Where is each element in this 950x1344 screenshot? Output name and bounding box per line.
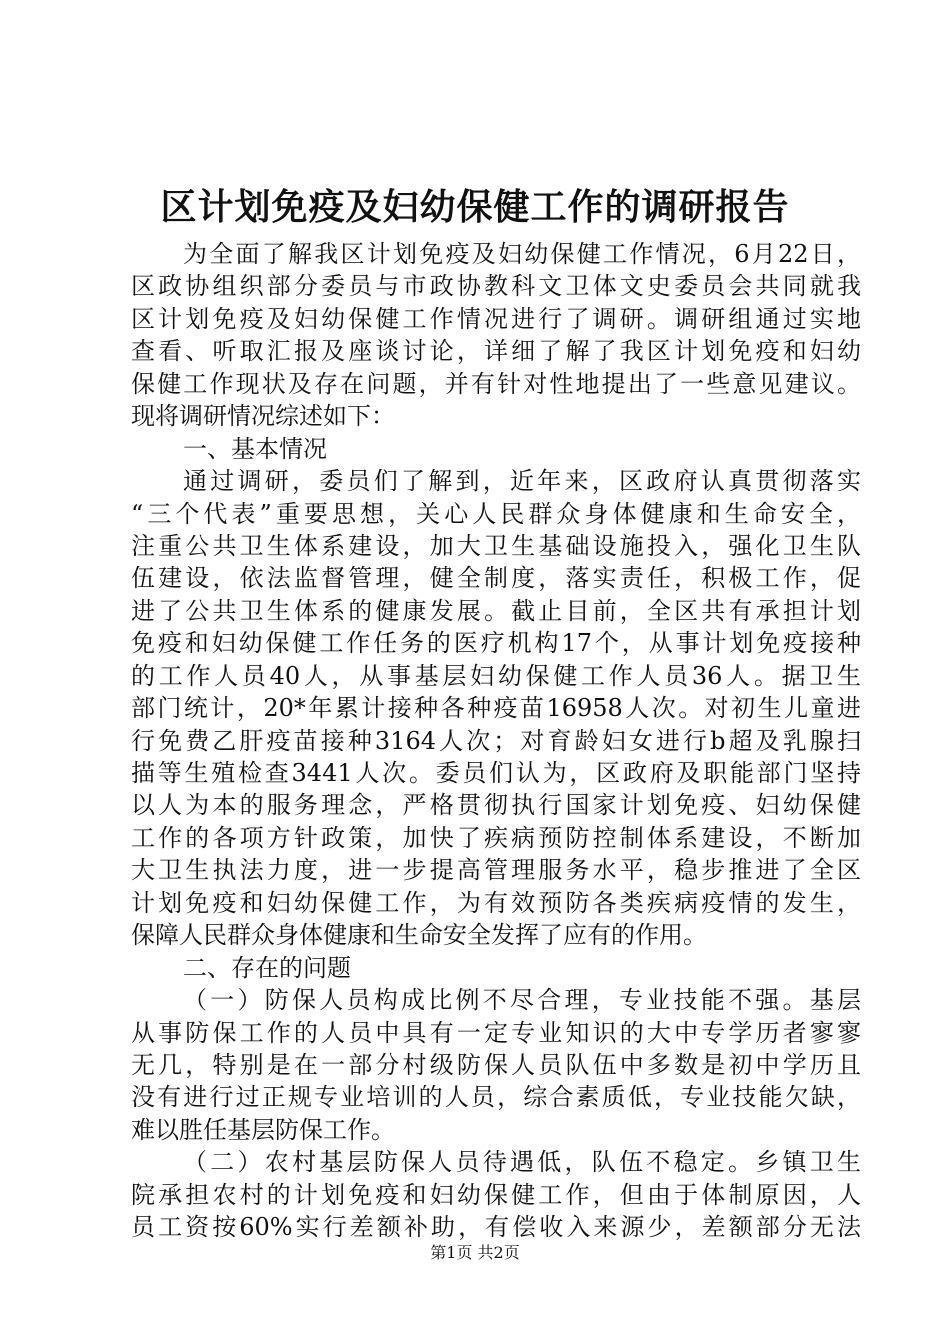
text-line: 二、存在的问题 (183, 953, 351, 982)
text-line: 工作的各项方针政策，加快了疾病预防控制体系建设，不断加 (131, 823, 861, 852)
text-line: “三个代表”重要思想，关心人民群众身体健康和生命安全， (131, 499, 861, 528)
text-line: 没有进行过正规专业培训的人员，综合素质低，专业技能欠缺， (131, 1083, 861, 1112)
text-line: 区计划免疫及妇幼保健工作情况进行了调研。调研组通过实地 (131, 304, 861, 333)
text-line: 无几，特别是在一部分村级防保人员队伍中多数是初中学历且 (131, 1050, 861, 1079)
text-line: 计划免疫和妇幼保健工作，为有效预防各类疾病疫情的发生， (131, 888, 861, 917)
text-line: 免疫和妇幼保健工作任务的医疗机构17个，从事计划免疫接种 (131, 629, 861, 658)
text-line: 为全面了解我区计划免疫及妇幼保健工作情况，6月22日， (183, 240, 861, 268)
page-footer: 第1页 共2页 (430, 1243, 520, 1262)
text-line: 从事防保工作的人员中具有一定专业知识的大中专学历者寥寥 (131, 1018, 861, 1047)
text-line: 的工作人员40人，从事基层妇幼保健工作人员36人。据卫生 (131, 661, 861, 690)
text-line: 伍建设，依法监督管理，健全制度，落实责任，积极工作，促 (131, 564, 861, 593)
text-line: 描等生殖检查3441人次。委员们认为，区政府及职能部门坚持 (131, 759, 861, 787)
text-line: （一）防保人员构成比例不尽合理，专业技能不强。基层 (183, 986, 861, 1015)
text-line: 部门统计，20*年累计接种各种疫苗16958人次。对初生儿童进 (131, 694, 861, 723)
text-line: 查看、听取汇报及座谈讨论，详细了解了我区计划免疫和妇幼 (131, 337, 861, 366)
text-line: 行免费乙肝疫苗接种3164人次；对育龄妇女进行b超及乳腺扫 (131, 726, 861, 755)
text-line: 注重公共卫生体系建设，加大卫生基础设施投入，强化卫生队 (131, 531, 861, 560)
text-line: 保健工作现状及存在问题，并有针对性地提出了一些意见建议。 (131, 369, 861, 398)
document-title: 区计划免疫及妇幼保健工作的调研报告 (160, 186, 790, 228)
text-line: 现将调研情况综述如下： (131, 402, 395, 431)
text-line: 保障人民群众身体健康和生命安全发挥了应有的作用。 (131, 921, 707, 950)
document-body (131, 238, 861, 1244)
text-line: 院承担农村的计划免疫和妇幼保健工作，但由于体制原因，人 (131, 1180, 861, 1209)
text-line: 大卫生执法力度，进一步提高管理服务水平，稳步推进了全区 (131, 856, 861, 885)
text-line: 以人为本的服务理念，严格贯彻执行国家计划免疫、妇幼保健 (131, 791, 861, 820)
text-line: 员工资按60%实行差额补助，有偿收入来源少，差额部分无法 (131, 1213, 861, 1242)
text-line: 一、基本情况 (183, 434, 327, 463)
text-line: （二）农村基层防保人员待遇低，队伍不稳定。乡镇卫生 (183, 1148, 861, 1177)
text-line: 进了公共卫生体系的健康发展。截止目前，全区共有承担计划 (131, 596, 861, 625)
text-line: 难以胜任基层防保工作。 (131, 1115, 395, 1144)
text-line: 区政协组织部分委员与市政协教科文卫体文史委员会共同就我 (131, 272, 861, 301)
text-line: 通过调研，委员们了解到，近年来，区政府认真贯彻落实 (183, 467, 861, 496)
